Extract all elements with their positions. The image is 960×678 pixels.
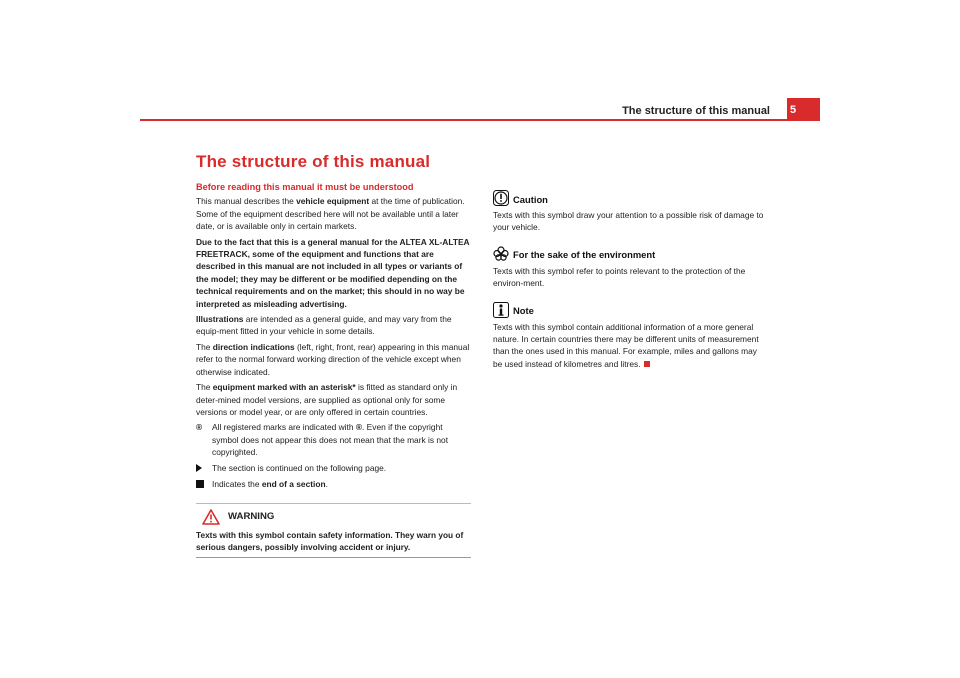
warning-triangle-icon xyxy=(202,509,220,525)
exclamation-circle-icon xyxy=(493,190,509,206)
warning-label: WARNING xyxy=(228,511,275,523)
emphasis-text: equipment marked with an asterisk* xyxy=(212,382,356,393)
emphasis-text: direction indications xyxy=(212,341,295,352)
continued-text: The section is continued on the following page. xyxy=(212,462,387,473)
text-run: All registered marks are indicated with xyxy=(212,422,356,433)
emphasis-text: Illustrations xyxy=(196,314,244,325)
warning-box xyxy=(196,503,471,558)
black-square-icon xyxy=(196,480,204,488)
note-header xyxy=(493,302,768,318)
left-column xyxy=(196,181,471,558)
text-run: The xyxy=(196,382,213,393)
emphasis-text: Due to the fact that this is a general manual for the ALTEA XL-ALTEA FREETRACK, some of the equipment and functions that are described in this manual are not included in all types or variants of the model; they may be different or be modified depending on the technical requirements and on the market; this should in no way be interpreted as misleading advertising. xyxy=(196,236,470,309)
environment-header xyxy=(493,246,768,262)
text-run: The xyxy=(196,341,213,352)
caution-section xyxy=(493,190,768,234)
caution-text: Texts with this symbol draw your attention to a possible risk of damage to your vehicle. xyxy=(493,210,764,233)
continued-item xyxy=(196,462,471,475)
warning-text: Texts with this symbol contain safety information. They warn you of serious dangers, possibly involving accident or injury. xyxy=(196,530,464,553)
environment-text: Texts with this symbol refer to points relevant to the protection of the environ-ment. xyxy=(493,265,746,289)
caution-label: Caution xyxy=(513,193,548,205)
text-run: . xyxy=(325,478,328,489)
right-column xyxy=(493,190,768,382)
emphasis-text: vehicle equipment xyxy=(296,196,370,207)
emphasis-text: ® xyxy=(355,422,363,433)
text-run: (left, right, front, rear) appearing in this manual refer to the normal forward working direction of the vehicle except when otherwise indicated. xyxy=(196,341,470,377)
note-text xyxy=(493,321,768,371)
warning-header xyxy=(196,509,471,525)
paragraph-asterisk-equipment xyxy=(196,381,471,418)
section-subheading: Before reading this manual it must be understood xyxy=(196,182,414,192)
end-of-section-item xyxy=(196,478,471,491)
page-number: 5 xyxy=(790,104,797,116)
paragraph-vehicle-equipment xyxy=(196,195,471,232)
text-run: . Even if the copyright symbol does not appear this does not mean that the mark is not copyrighted. xyxy=(212,422,449,458)
emphasis-text: end of a section xyxy=(261,478,326,489)
paragraph-general-manual xyxy=(196,236,471,310)
text-run: are intended as a general guide, and may vary from the equip-ment fitted in your vehicle in some details. xyxy=(196,314,452,337)
paragraph-direction-indications xyxy=(196,341,471,378)
header-rule xyxy=(140,119,820,121)
end-of-section-red-icon xyxy=(644,361,650,367)
text-run: Texts with this symbol contain additional information of a more general nature. In certain countries there may be different units of measurement than the ones used in this manual. For example, miles and gallons may be used instead of kilometres and litres. xyxy=(493,321,759,369)
text-run: is fitted as standard only in deter-mined model versions, are supplied as optional only for some versions or model year, or are only offered in certain countries. xyxy=(196,382,458,417)
running-header-title: The structure of this manual xyxy=(622,105,770,117)
registered-mark-item xyxy=(196,421,471,458)
flower-icon xyxy=(493,246,509,262)
text-run: This manual describes the xyxy=(196,196,297,207)
text-run: Indicates the xyxy=(212,478,262,489)
info-person-icon xyxy=(493,302,509,318)
end-of-section-text xyxy=(212,478,471,491)
environment-section xyxy=(493,246,768,290)
page-number-box xyxy=(787,98,820,119)
environment-label: For the sake of the environment xyxy=(513,249,656,261)
registered-icon: ® xyxy=(196,422,203,433)
page-title: The structure of this manual xyxy=(196,152,431,171)
caution-header xyxy=(493,190,768,206)
registered-mark-text xyxy=(212,421,471,458)
note-label: Note xyxy=(513,305,534,317)
arrow-right-icon xyxy=(196,464,202,472)
paragraph-illustrations xyxy=(196,313,471,338)
note-section xyxy=(493,302,768,371)
text-run: at the time of publication. Some of the equipment described here will not be available until a later date, or is available only in certain markets. xyxy=(196,196,465,232)
